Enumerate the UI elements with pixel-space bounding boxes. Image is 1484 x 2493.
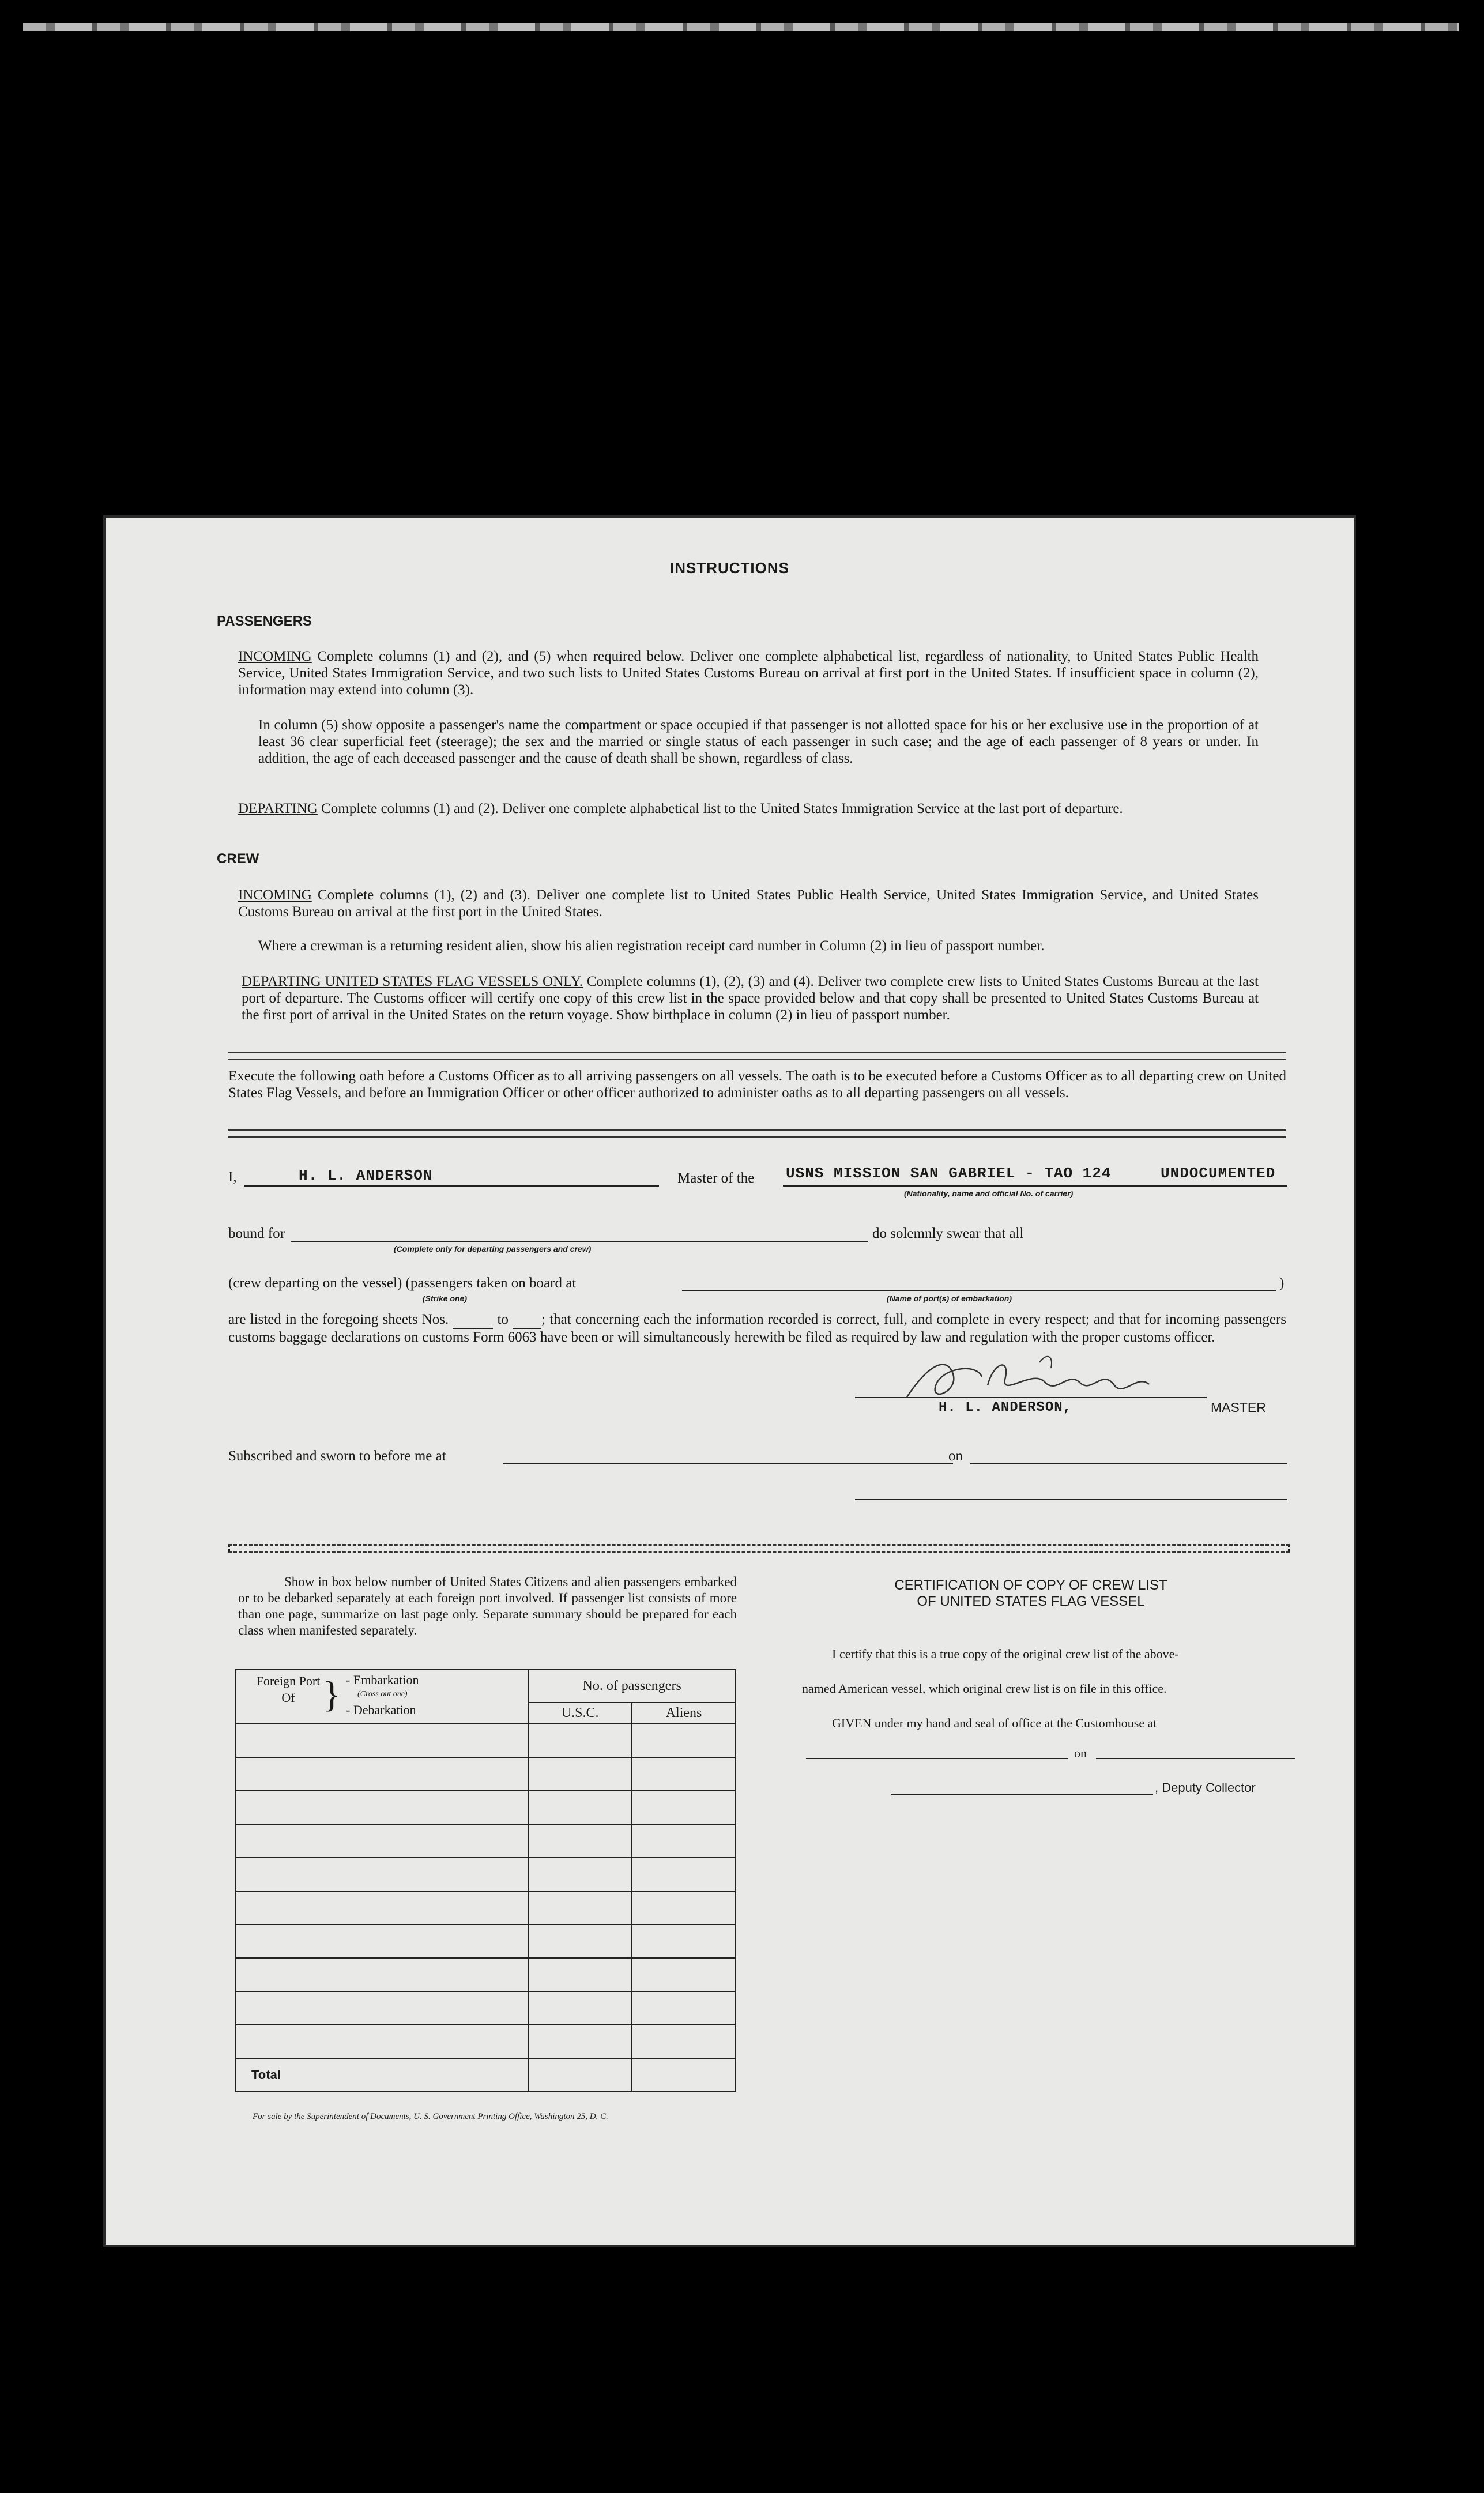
passenger-summary-table <box>235 1669 736 2092</box>
aliens-cell[interactable] <box>632 1757 736 1791</box>
aliens-cell[interactable] <box>632 1824 736 1858</box>
subscribed-place-field[interactable] <box>503 1448 953 1464</box>
subscribed-on-label: on <box>948 1448 963 1464</box>
cross-out-label: (Cross out one) <box>357 1690 408 1699</box>
bound-for-label: bound for <box>228 1226 285 1241</box>
brace-glyph: } <box>323 1674 341 1715</box>
port-cell[interactable] <box>236 1824 528 1858</box>
table-row <box>236 1925 736 1958</box>
ports-caption: (Name of port(s) of embarkation) <box>887 1294 1012 1303</box>
no-passengers-header: No. of passengers <box>528 1670 736 1703</box>
aliens-cell[interactable] <box>632 1958 736 1991</box>
form-page <box>106 518 1354 2245</box>
master-label: MASTER <box>1211 1400 1266 1415</box>
page-title: INSTRUCTIONS <box>670 559 789 577</box>
gpo-footer: For sale by the Superintendent of Documents, U. S. Government Printing Office, Washington 25, D. C. <box>253 2112 608 2121</box>
table-row <box>236 1958 736 1991</box>
table-row <box>236 1891 736 1925</box>
sheets-rest: ; that concerning each the information recorded is correct, full, and complete in every respect; and that for incoming passengers customs baggage declarations on customs Form 6063 have been or will simultaneously herewith be filed as required by law and regulation with the proper customs officer. <box>228 1312 1287 1345</box>
port-cell[interactable] <box>236 1991 528 2025</box>
crew-incoming-paragraph <box>238 887 1259 920</box>
master-of-label: Master of the <box>677 1170 755 1186</box>
crew-heading: CREW <box>217 851 259 867</box>
table-row <box>236 1757 736 1791</box>
port-cell[interactable] <box>236 1925 528 1958</box>
debarkation-label: - Debarkation <box>346 1703 416 1717</box>
port-cell[interactable] <box>236 1858 528 1891</box>
film-edge-band <box>23 23 1459 31</box>
passengers-incoming-text: Complete columns (1) and (2), and (5) when required below. Deliver one complete alphabetical list, regardless of nationality, to United States Public Health Service, United States Immigration Service, and two such lists to United States Customs Bureau on arrival at first port in the United States. If insufficient space in column (2), information may extend into column (3). <box>238 649 1259 698</box>
double-rule-middle <box>228 1129 1286 1138</box>
crew-departing-paragraph <box>242 973 1259 1023</box>
port-cell[interactable] <box>236 1958 528 1991</box>
oath-i-label: I, <box>228 1169 237 1185</box>
table-row <box>236 2025 736 2058</box>
certification-title-2: OF UNITED STATES FLAG VESSEL <box>917 1594 1145 1609</box>
aliens-cell[interactable] <box>632 1891 736 1925</box>
port-cell[interactable] <box>236 1791 528 1824</box>
port-cell[interactable] <box>236 2025 528 2058</box>
crew-incoming-text: Complete columns (1), (2) and (3). Deliver one complete list to United States Public Health Service, United States Immigration Service, and United States Customs Bureau on arrival at the first port in the United States. <box>238 887 1259 920</box>
crew-incoming-label: INCOMING <box>238 887 312 903</box>
aliens-cell[interactable] <box>632 1925 736 1958</box>
double-rule-top <box>228 1052 1286 1060</box>
aliens-header: Aliens <box>632 1703 736 1724</box>
deputy-collector-label: , Deputy Collector <box>1155 1780 1256 1795</box>
certification-date-field[interactable] <box>1096 1743 1295 1759</box>
port-cell[interactable] <box>236 1757 528 1791</box>
table-row <box>236 1724 736 1757</box>
signature-line <box>855 1396 1207 1398</box>
sheet-to-field[interactable] <box>513 1311 541 1329</box>
passengers-incoming-label: INCOMING <box>238 649 312 664</box>
bound-for-caption: (Complete only for departing passengers and crew) <box>394 1244 592 1253</box>
crew-departing-text: Complete columns (1), (2), (3) and (4). Deliver two complete crew lists to United States Customs Bureau at the last port of departure. The Customs officer will certify one copy of this crew list in the space provided below and that copy shall be presented to United States Customs Bureau at the first port of arrival in the United States on the return voyage. Show birthplace in column (2) in lieu of passport number. <box>242 974 1259 1023</box>
crew-departing-label: DEPARTING UNITED STATES FLAG VESSELS ONLY. <box>242 974 583 989</box>
vessel-caption: (Nationality, name and official No. of carrier) <box>904 1189 1074 1198</box>
embarkation-port-field[interactable] <box>682 1275 1276 1291</box>
vessel-field[interactable] <box>783 1165 1287 1187</box>
passengers-departing-label: DEPARTING <box>238 801 318 816</box>
aliens-cell[interactable] <box>632 1791 736 1824</box>
usc-cell[interactable] <box>528 1824 632 1858</box>
master-name-field[interactable] <box>244 1167 659 1187</box>
crew-departing-label: (crew departing on the vessel) (passengers taken on board at <box>228 1275 577 1291</box>
usc-cell[interactable] <box>528 1858 632 1891</box>
passengers-column5-text: In column (5) show opposite a passenger's name the compartment or space occupied if that passenger is not allotted space for his or her exclusive use in the proportion of at least 36 clear superficial feet (steerage); the sex and the married or single status of each passenger in such case; and the age of each passenger of 8 years or under. In addition, the age of each deceased passenger and the cause of death shall be shown, regardless of class. <box>258 717 1259 766</box>
aliens-cell[interactable] <box>632 1858 736 1891</box>
total-usc-cell[interactable] <box>528 2058 632 2092</box>
master-name-value: H. L. ANDERSON <box>299 1167 433 1184</box>
table-row <box>236 1991 736 2025</box>
signature-name: H. L. ANDERSON, <box>939 1400 1072 1415</box>
certification-title-1: CERTIFICATION OF COPY OF CREW LIST <box>894 1577 1167 1593</box>
vessel-value: USNS MISSION SAN GABRIEL - TAO 124 <box>786 1165 1112 1182</box>
passengers-incoming-paragraph <box>238 648 1259 698</box>
documented-value: UNDOCUMENTED <box>1161 1165 1276 1182</box>
embarkation-label: - Embarkation <box>346 1673 419 1687</box>
usc-cell[interactable] <box>528 1958 632 1991</box>
double-rule-bottom <box>228 1544 1290 1553</box>
usc-cell[interactable] <box>528 1791 632 1824</box>
total-row <box>236 2058 736 2092</box>
port-header-label: Foreign Port Of <box>256 1674 321 1705</box>
to-label: to <box>497 1312 509 1327</box>
officer-signature-field[interactable] <box>855 1498 1287 1500</box>
usc-cell[interactable] <box>528 1891 632 1925</box>
oath-instructions: Execute the following oath before a Customs Officer as to all arriving passengers on all vessels. The oath is to be executed before a Customs Officer as to all departing crew on United States Flag Vessels, and before an Immigration Officer or other officer authorized to administer oaths as to all departing passengers on all vessels. <box>228 1068 1286 1101</box>
port-cell[interactable] <box>236 1724 528 1757</box>
passengers-heading: PASSENGERS <box>217 613 312 629</box>
usc-cell[interactable] <box>528 1757 632 1791</box>
aliens-cell[interactable] <box>632 1724 736 1757</box>
subscribed-date-field[interactable] <box>970 1448 1287 1464</box>
close-paren: ) <box>1279 1275 1285 1291</box>
bound-for-field[interactable] <box>291 1226 868 1242</box>
total-label: Total <box>236 2058 528 2092</box>
usc-cell[interactable] <box>528 1991 632 2025</box>
certification-line-2: named American vessel, which original crew list is on file in this office. <box>802 1681 1167 1696</box>
usc-cell[interactable] <box>528 1724 632 1757</box>
usc-cell[interactable] <box>528 1925 632 1958</box>
usc-cell[interactable] <box>528 2025 632 2058</box>
port-cell[interactable] <box>236 1891 528 1925</box>
certification-line-3: GIVEN under my hand and seal of office at the Customhouse at <box>832 1716 1157 1730</box>
crew-resident-text: Where a crewman is a returning resident alien, show his alien registration receipt card number in Column (2) in lieu of passport number. <box>258 938 1045 954</box>
certification-line-1: I certify that this is a true copy of the original crew list of the above- <box>832 1647 1179 1661</box>
certification-on-label: on <box>1074 1746 1087 1760</box>
table-row <box>236 1858 736 1891</box>
summary-instructions: Show in box below number of United States Citizens and alien passengers embarked or to be debarked separately at each foreign port involved. If passenger list consists of more than one page, summarize on last page only. Separate summary should be prepared for each class when manifested separately. <box>238 1575 737 1637</box>
sheets-label: are listed in the foregoing sheets Nos. <box>228 1312 449 1327</box>
customhouse-field[interactable] <box>806 1743 1068 1759</box>
strike-one-caption: (Strike one) <box>423 1294 468 1303</box>
subscribed-label: Subscribed and sworn to before me at <box>228 1448 446 1464</box>
sheets-paragraph <box>228 1311 1286 1346</box>
table-header-row <box>236 1670 736 1703</box>
aliens-cell[interactable] <box>632 1991 736 2025</box>
total-aliens-cell[interactable] <box>632 2058 736 2092</box>
sheet-from-field[interactable] <box>453 1311 493 1329</box>
swear-label: do solemnly swear that all <box>872 1226 1024 1241</box>
passengers-departing-text: Complete columns (1) and (2). Deliver one complete alphabetical list to the United States Immigration Service at the last port of departure. <box>321 801 1123 816</box>
port-header-cell <box>236 1670 528 1724</box>
aliens-cell[interactable] <box>632 2025 736 2058</box>
usc-header: U.S.C. <box>528 1703 632 1724</box>
passengers-departing-paragraph <box>238 800 1259 817</box>
deputy-collector-field[interactable] <box>891 1779 1153 1795</box>
table-row <box>236 1824 736 1858</box>
table-row <box>236 1791 736 1824</box>
